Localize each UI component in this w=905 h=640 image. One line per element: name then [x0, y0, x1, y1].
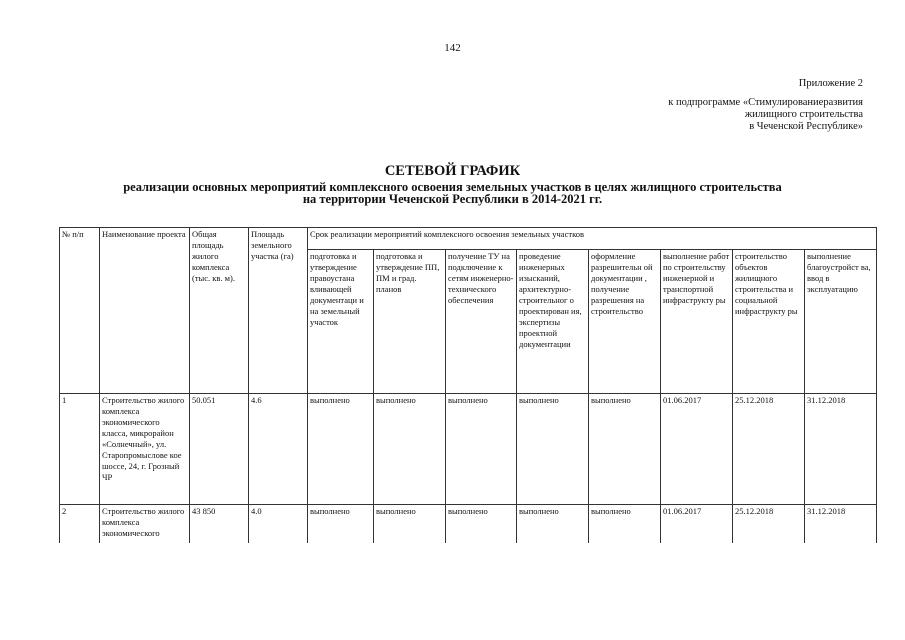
row-total-area: 43 850	[190, 505, 249, 544]
row-cell: выполнено	[517, 394, 589, 505]
row-cell: выполнено	[446, 394, 517, 505]
table-row	[60, 505, 877, 544]
row-cell: выполнено	[589, 505, 661, 544]
appendix-block	[668, 78, 863, 133]
row-total-area: 50.051	[190, 394, 249, 505]
subheader-cell: подготовка и утверждение ПП, ПМ и град. планов	[374, 250, 446, 394]
row-land-area: 4.0	[249, 505, 308, 544]
appendix-line-1: к подпрограмме «Стимулированиеразвития	[668, 97, 863, 108]
row-cell: выполнено	[374, 394, 446, 505]
row-cell: 01.06.2017	[661, 394, 733, 505]
row-project-name: Строительство жилого комплекса экономического	[100, 505, 190, 544]
row-land-area: 4.6	[249, 394, 308, 505]
appendix-line-3: в Чеченской Республике»	[749, 121, 863, 132]
subheader-cell: выполнение благоустройст ва, ввод в эксплуатацию	[805, 250, 877, 394]
header-period: Срок реализации мероприятий комплексного освоения земельных участков	[308, 228, 877, 250]
subheader-cell: проведение инженерных изысканий, архитектурно-строительног о проектирован ия, экспертизы проектной документации	[517, 250, 589, 394]
appendix-title: Приложение 2	[798, 78, 863, 89]
subtitle-line-2: на территории Чеченской Республики в 2014-2021 гг.	[302, 192, 603, 206]
subheader-cell: выполнение работ по строительству инженерной и транспортной инфраструкту ры	[661, 250, 733, 394]
row-cell: выполнено	[589, 394, 661, 505]
row-cell: 31.12.2018	[805, 394, 877, 505]
row-cell: выполнено	[446, 505, 517, 544]
network-schedule-table	[59, 227, 877, 543]
document-subtitle	[40, 181, 865, 205]
appendix-line-2: жилищного строительства	[744, 109, 863, 120]
header-num: № п/п	[60, 228, 100, 394]
row-cell: 25.12.2018	[733, 505, 805, 544]
row-cell: 25.12.2018	[733, 394, 805, 505]
row-cell: 01.06.2017	[661, 505, 733, 544]
row-num: 2	[60, 505, 100, 544]
table-header-row	[60, 228, 877, 250]
header-land-area: Площадь земельного участка (га)	[249, 228, 308, 394]
page-number: 142	[444, 42, 461, 54]
row-num: 1	[60, 394, 100, 505]
row-cell: выполнено	[517, 505, 589, 544]
row-cell: 31.12.2018	[805, 505, 877, 544]
header-total-area: Общая площадь жилого комплекса (тыс. кв. м).	[190, 228, 249, 394]
subheader-cell: строительство объектов жилищного строительства и социальной инфраструкту ры	[733, 250, 805, 394]
document-title: СЕТЕВОЙ ГРАФИК	[384, 163, 521, 179]
header-project-name: Наименование проекта	[100, 228, 190, 394]
row-project-name: Строительство жилого комплекса экономического класса, микрорайон «Солнечный», ул. Старопромыслове кое шоссе, 24, г. Грозный ЧР	[100, 394, 190, 505]
subheader-cell: подготовка и утверждение правоустана вливающей документаци и на земельный участок	[308, 250, 374, 394]
subheader-cell: оформление разрешительн ой документации , получение разрешения на строительство	[589, 250, 661, 394]
subheader-cell: получение ТУ на подключение к сетям инженерно-технического обеспечения	[446, 250, 517, 394]
table-row	[60, 394, 877, 505]
row-cell: выполнено	[308, 394, 374, 505]
subtitle-line-1: реализации основных мероприятий комплексного освоения земельных участков в целях жилищного строительства	[123, 180, 782, 194]
row-cell: выполнено	[374, 505, 446, 544]
row-cell: выполнено	[308, 505, 374, 544]
